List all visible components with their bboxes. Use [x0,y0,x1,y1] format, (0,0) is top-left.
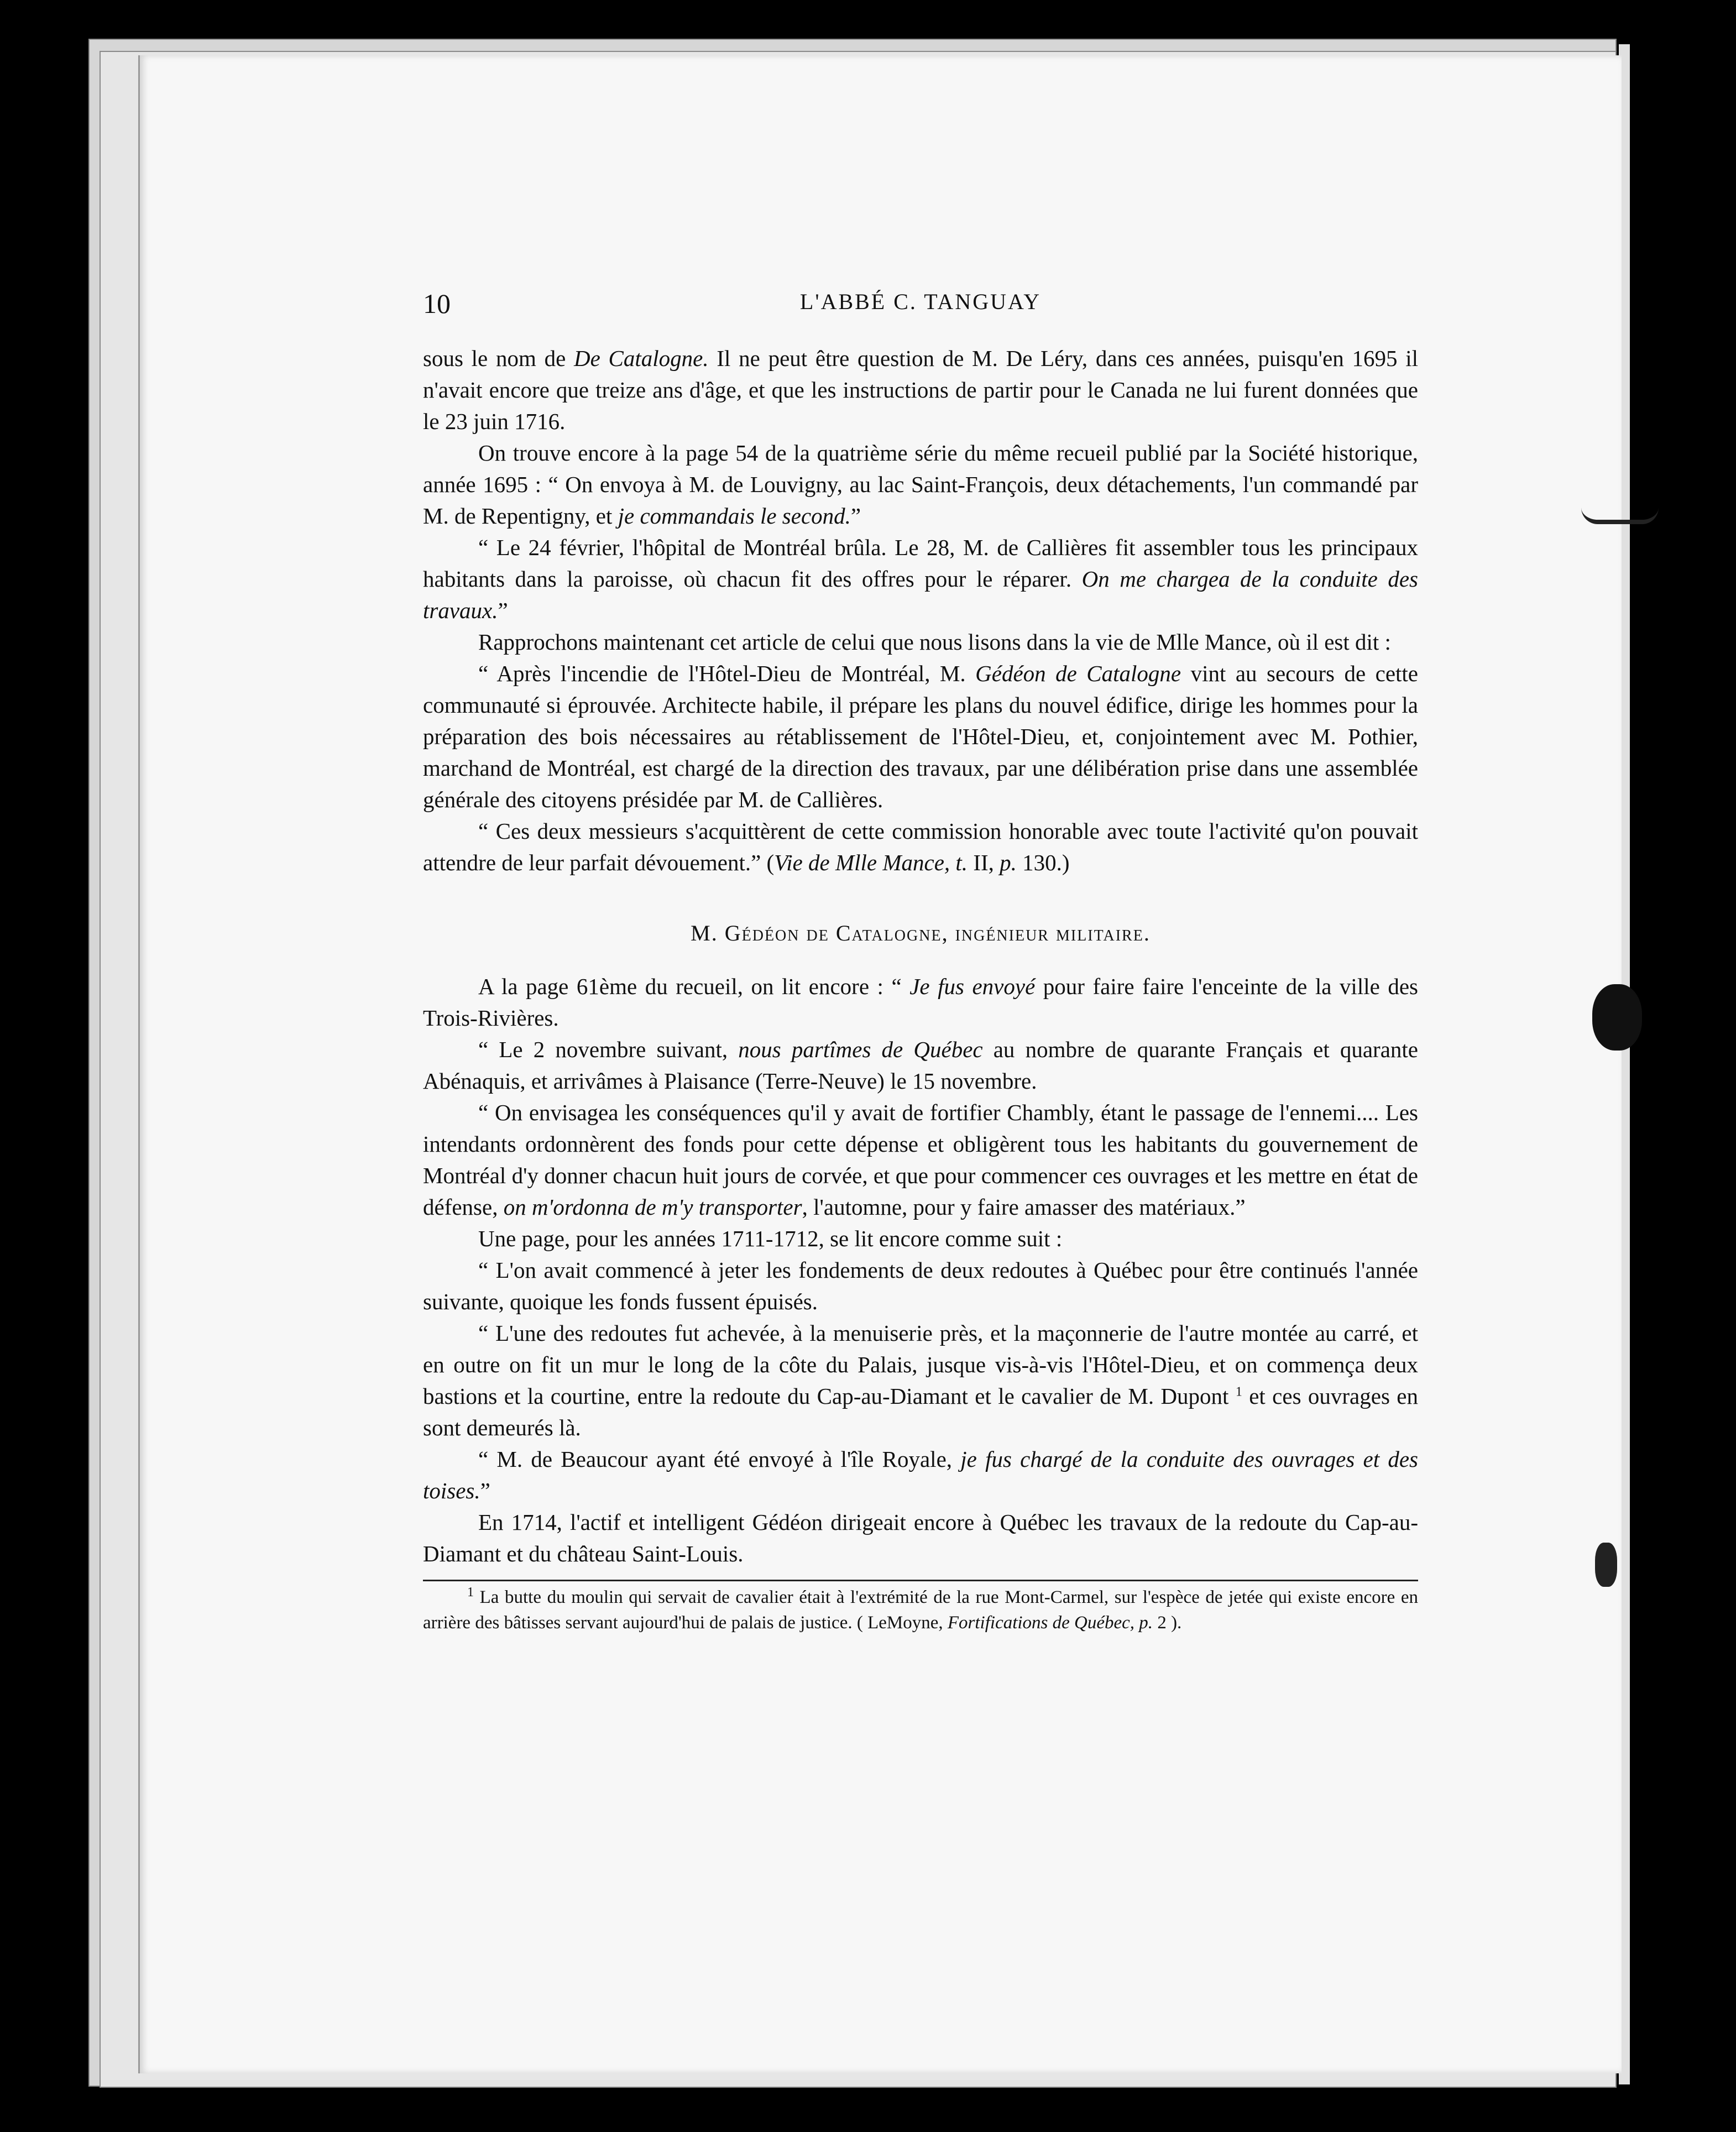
text-run: Rapprochons maintenant cet article de celui que nous lisons dans la vie de Mlle Mance, où il est dit : [478,629,1391,655]
text-run: II, [968,850,1000,875]
italic-run: Gédéon de Catalogne [975,661,1181,686]
footnote-text [423,1585,1418,1635]
text-run: “ M. de Beaucour ayant été envoyé à l'île Royale, [478,1446,961,1472]
text-run: sous le nom de [423,346,574,371]
text-run: “ Le 2 novembre suivant, [478,1037,739,1062]
footnote-rule [423,1580,1418,1581]
paragraph [423,1318,1418,1444]
italic-run: je commandais le second. [618,503,851,529]
binding-clip [1581,492,1659,524]
text-run: vint au secours de cette communauté si éprouvée. Architecte habile, il prépare les plans du nouvel édifice, dirige les hommes pour la préparation des bois nécessaires au rétablissement de l'Hôtel-Dieu, et, conjointement avec M. Pothier, marchand de Montréal, est chargé de la direction des travaux, par une délibération prise dans une assemblée générale des citoyens présidée par M. de Callières. [423,661,1418,812]
paragraph [423,816,1418,879]
footnote-marker: 1 [467,1585,474,1600]
italic-run: Je fus envoyé [909,974,1036,999]
page-header [423,288,1418,321]
paragraph [423,1034,1418,1097]
italic-run: je fus chargé de la conduite des ouvrages et des toises. [423,1446,1418,1503]
paragraph [423,1444,1418,1507]
page-number: 10 [423,288,451,319]
text-run: A la page 61ème du recueil, on lit encore : “ [478,974,910,999]
text-run: “ Le 24 février, l'hôpital de Montréal brûla. Le 28, M. de Callières fit assembler tous les principaux habitants dans la paroisse, où chacun fit des offres pour le réparer. [423,535,1418,592]
text-run: “ L'une des redoutes fut achevée, à la menuiserie près, et la maçonnerie de l'autre montée au carré, et en outre on fit un mur le long de la côte du Palais, jusque vis-à-vis l'Hôtel-Dieu, et on commença deux bastions et la courtine, entre la redoute du Cap-au-Diamant et le cavalier de M. Dupont [423,1320,1418,1409]
text-run: “ Après l'incendie de l'Hôtel-Dieu de Montréal, M. [478,661,976,686]
text-run: 130.) [1016,850,1070,875]
text-run: “ Ces deux messieurs s'acquittèrent de cette commission honorable avec toute l'activité qu'on pouvait attendre de leur parfait dévouement.” ( [423,818,1418,875]
text-run: au nombre de quarante Français et quarante Abénaquis, et arrivâmes à Plaisance (Terre-Neuve) le 15 novembre. [423,1037,1418,1094]
section-title: M. Gédéon de Catalogne, ingénieur militaire. [691,921,1151,945]
paragraph [423,1097,1418,1223]
paragraph [423,971,1418,1034]
italic-run: on m'ordonna de m'y transporter [503,1194,802,1220]
text-run: “ On envisagea les conséquences qu'il y avait de fortifier Chambly, étant le passage de l'ennemi.... Les intendants ordonnèrent des fonds pour cette dépense et obligèrent tous les habitants du gouvernement de Montréal d'y donner chacun huit jours de corvée, et que pour commencer ces ouvrages et les mettre en état de défense, [423,1100,1418,1220]
paragraph [423,532,1418,626]
paragraph [423,437,1418,532]
text-run: pour faire faire l'enceinte de la ville des Trois-Rivières. [423,974,1418,1031]
text-run: On trouve encore à la page 54 de la quatrième série du même recueil publié par la Société historique, année 1695 : “ On envoya à M. de Louvigny, au lac Saint-François, deux détachements, l'un commandé par M. de Repentigny, et [423,440,1418,529]
paragraph [423,1223,1418,1255]
text-run: Une page, pour les années 1711-1712, se lit encore comme suit : [478,1226,1063,1251]
text-run: En 1714, l'actif et intelligent Gédéon dirigeait encore à Québec les travaux de la redoute du Cap-au-Diamant et du château Saint-Louis. [423,1509,1418,1566]
paragraph [423,1507,1418,1570]
italic-run: nous partîmes de Québec [738,1037,983,1062]
text-run: ” [498,598,508,623]
italic-run: Vie de Mlle Mance, t. [774,850,968,875]
paragraph [423,343,1418,437]
text-run: Il ne peut être question de M. De Léry, dans ces années, puisqu'en 1695 il n'avait encore que treize ans d'âge, et que les instructions de partir pour le Canada ne lui furent données que le 23 juin 1716. [423,346,1419,434]
body-text [423,343,1418,1635]
footnote [423,1585,1418,1635]
paragraph [423,658,1418,816]
binding-mark-lower [1595,1543,1617,1587]
text-run: “ L'on avait commencé à jeter les fondements de deux redoutes à Québec pour être continués l'année suivante, quoique les fonds fussent épuisés. [423,1257,1418,1314]
paragraph [423,1255,1418,1318]
italic-run: Fortifications de Québec, p. [947,1613,1153,1633]
text-run: La butte du moulin qui servait de cavalier était à l'extrémité de la rue Mont-Carmel, sur l'espèce de jetée qui existe encore en arrière des bâtisses servant aujourd'hui de palais de justice. ( LeMoyne, [423,1587,1418,1633]
text-run: , l'automne, pour y faire amasser des matériaux.” [802,1194,1246,1220]
text-run: 2 ). [1153,1613,1182,1633]
text-run: ” [850,503,861,529]
text-run: ” [480,1478,490,1503]
italic-run: p. [1000,850,1017,875]
binding-mark [1592,984,1642,1051]
italic-run: De Catalogne. [574,346,709,371]
footnote-marker: 1 [1235,1384,1242,1399]
text-run: et ces ouvrages en sont demeurés là. [423,1383,1418,1440]
italic-run: On me chargea de la conduite des travaux. [423,566,1418,623]
running-head: L'ABBÉ C. TANGUAY [799,289,1042,314]
paragraph [423,626,1418,658]
